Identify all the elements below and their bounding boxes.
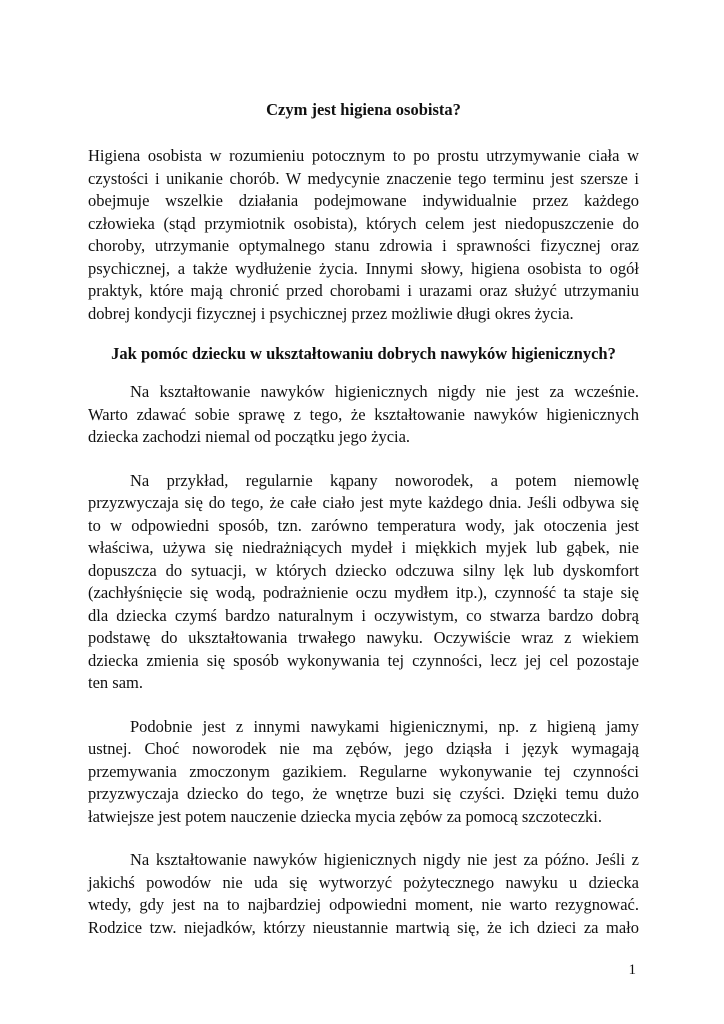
text-line: Na kształtowanie nawyków higienicznych nigdy nie jest za późno. Jeśli z xyxy=(130,850,639,869)
paragraph-gap xyxy=(88,449,639,470)
text-line: praktyk, które mają chronić przed chorobami i urazami oraz służyć utrzymaniu xyxy=(88,281,639,300)
text-line: dopuszcza do sytuacji, w których dziecko odczuwa silny lęk lub dyskomfort xyxy=(88,560,639,580)
text-line: Podobnie jest z innymi nawykami higienicznymi, np. z higieną jamy xyxy=(130,716,639,736)
text-line: choroby, utrzymanie optymalnego stanu zdrowia i sprawności fizycznej oraz xyxy=(88,236,639,255)
intro-paragraph xyxy=(88,145,639,325)
text-line: łatwiejsze jest potem nauczenie dziecka mycia zębów za pomocą szczoteczki. xyxy=(88,806,602,826)
paragraph-1 xyxy=(88,381,639,449)
text-line: przemywania zmoczonym gazikiem. Regularne wykonywanie tej czynności xyxy=(88,761,639,781)
text-line: przyzwyczaja dziecko do tego, że wnętrze buzi się czyści. Dzięki temu dużo xyxy=(88,784,639,803)
text-line: dziecka zachodzi niemal od początku jego życia. xyxy=(88,427,411,446)
text-line: dziecka zmienia się sposób wykonywania tej czynności, lecz jej cel pozostaje xyxy=(88,650,639,670)
text-line: dla dziecka czymś bardzo naturalnym i oczywistym, co stwarza bardzo dobrą xyxy=(88,605,639,625)
text-line: człowieka (stąd przymiotnik osobista), których celem jest niedopuszczenie do xyxy=(88,213,639,233)
text-line: obejmuje wszelkie działania podejmowane indywidualnie przez każdego xyxy=(88,191,639,210)
document-page xyxy=(88,98,639,939)
text-line: przyzwyczaja się do tego, że całe ciało jest myte każdego dnia. Jeśli odbywa się xyxy=(88,493,639,512)
text-line: jakichś powodów nie uda się wytworzyć pożytecznego nawyku u dziecka xyxy=(88,872,639,892)
text-line: (zachłyśnięcie się wodą, podrażnienie oczu mydłem itp.), czynność ta staje się xyxy=(88,583,639,602)
text-line: czystości i unikanie chorób. W medycynie znaczenie tego terminu jest szersze i xyxy=(88,168,639,188)
page-number: 1 xyxy=(628,962,636,978)
text-line: podstawę do ukształtowania trwałego nawyku. Oczywiście wraz z wiekiem xyxy=(88,628,639,647)
text-line: dobrej kondycji fizycznej i psychicznej przez możliwie długi okres życia. xyxy=(88,303,574,323)
text-line: psychicznej, a także wydłużenie życia. Innymi słowy, higiena osobista to ogół xyxy=(88,258,639,278)
paragraph-gap xyxy=(88,695,639,716)
text-line: Higiena osobista w rozumieniu potocznym to po prostu utrzymywanie ciała w xyxy=(88,146,639,165)
section-heading: Jak pomóc dziecku w ukształtowaniu dobrych nawyków higienicznych? xyxy=(111,344,616,363)
text-line: ustnej. Choć noworodek nie ma zębów, jego dziąsła i język wymagają xyxy=(88,739,639,758)
text-line: to w odpowiedni sposób, tzn. zarówno temperatura wody, jak otoczenia jest xyxy=(88,515,639,535)
text-line: właściwa, używa się niedrażniących mydeł i miękkich myjek lub gąbek, nie xyxy=(88,538,639,557)
text-line: Rodzice tzw. niejadków, którzy nieustannie martwią się, że ich dzieci za mało xyxy=(88,917,639,937)
paragraph-3 xyxy=(88,716,639,829)
text-line: Na kształtowanie nawyków higienicznych nigdy nie jest za wcześnie. xyxy=(130,382,639,401)
text-line: Na przykład, regularnie kąpany noworodek, a potem niemowlę xyxy=(130,470,639,490)
paragraph-4 xyxy=(88,849,639,939)
paragraph-gap xyxy=(88,828,639,849)
text-line: wtedy, gdy jest na to najbardziej odpowiedni moment, nie warto rezygnować. xyxy=(88,895,639,914)
document-title: Czym jest higiena osobista? xyxy=(266,100,461,119)
text-line: Warto zdawać sobie sprawę z tego, że kształtowanie nawyków higienicznych xyxy=(88,404,639,424)
paragraph-2 xyxy=(88,470,639,695)
text-line: ten sam. xyxy=(88,673,143,692)
